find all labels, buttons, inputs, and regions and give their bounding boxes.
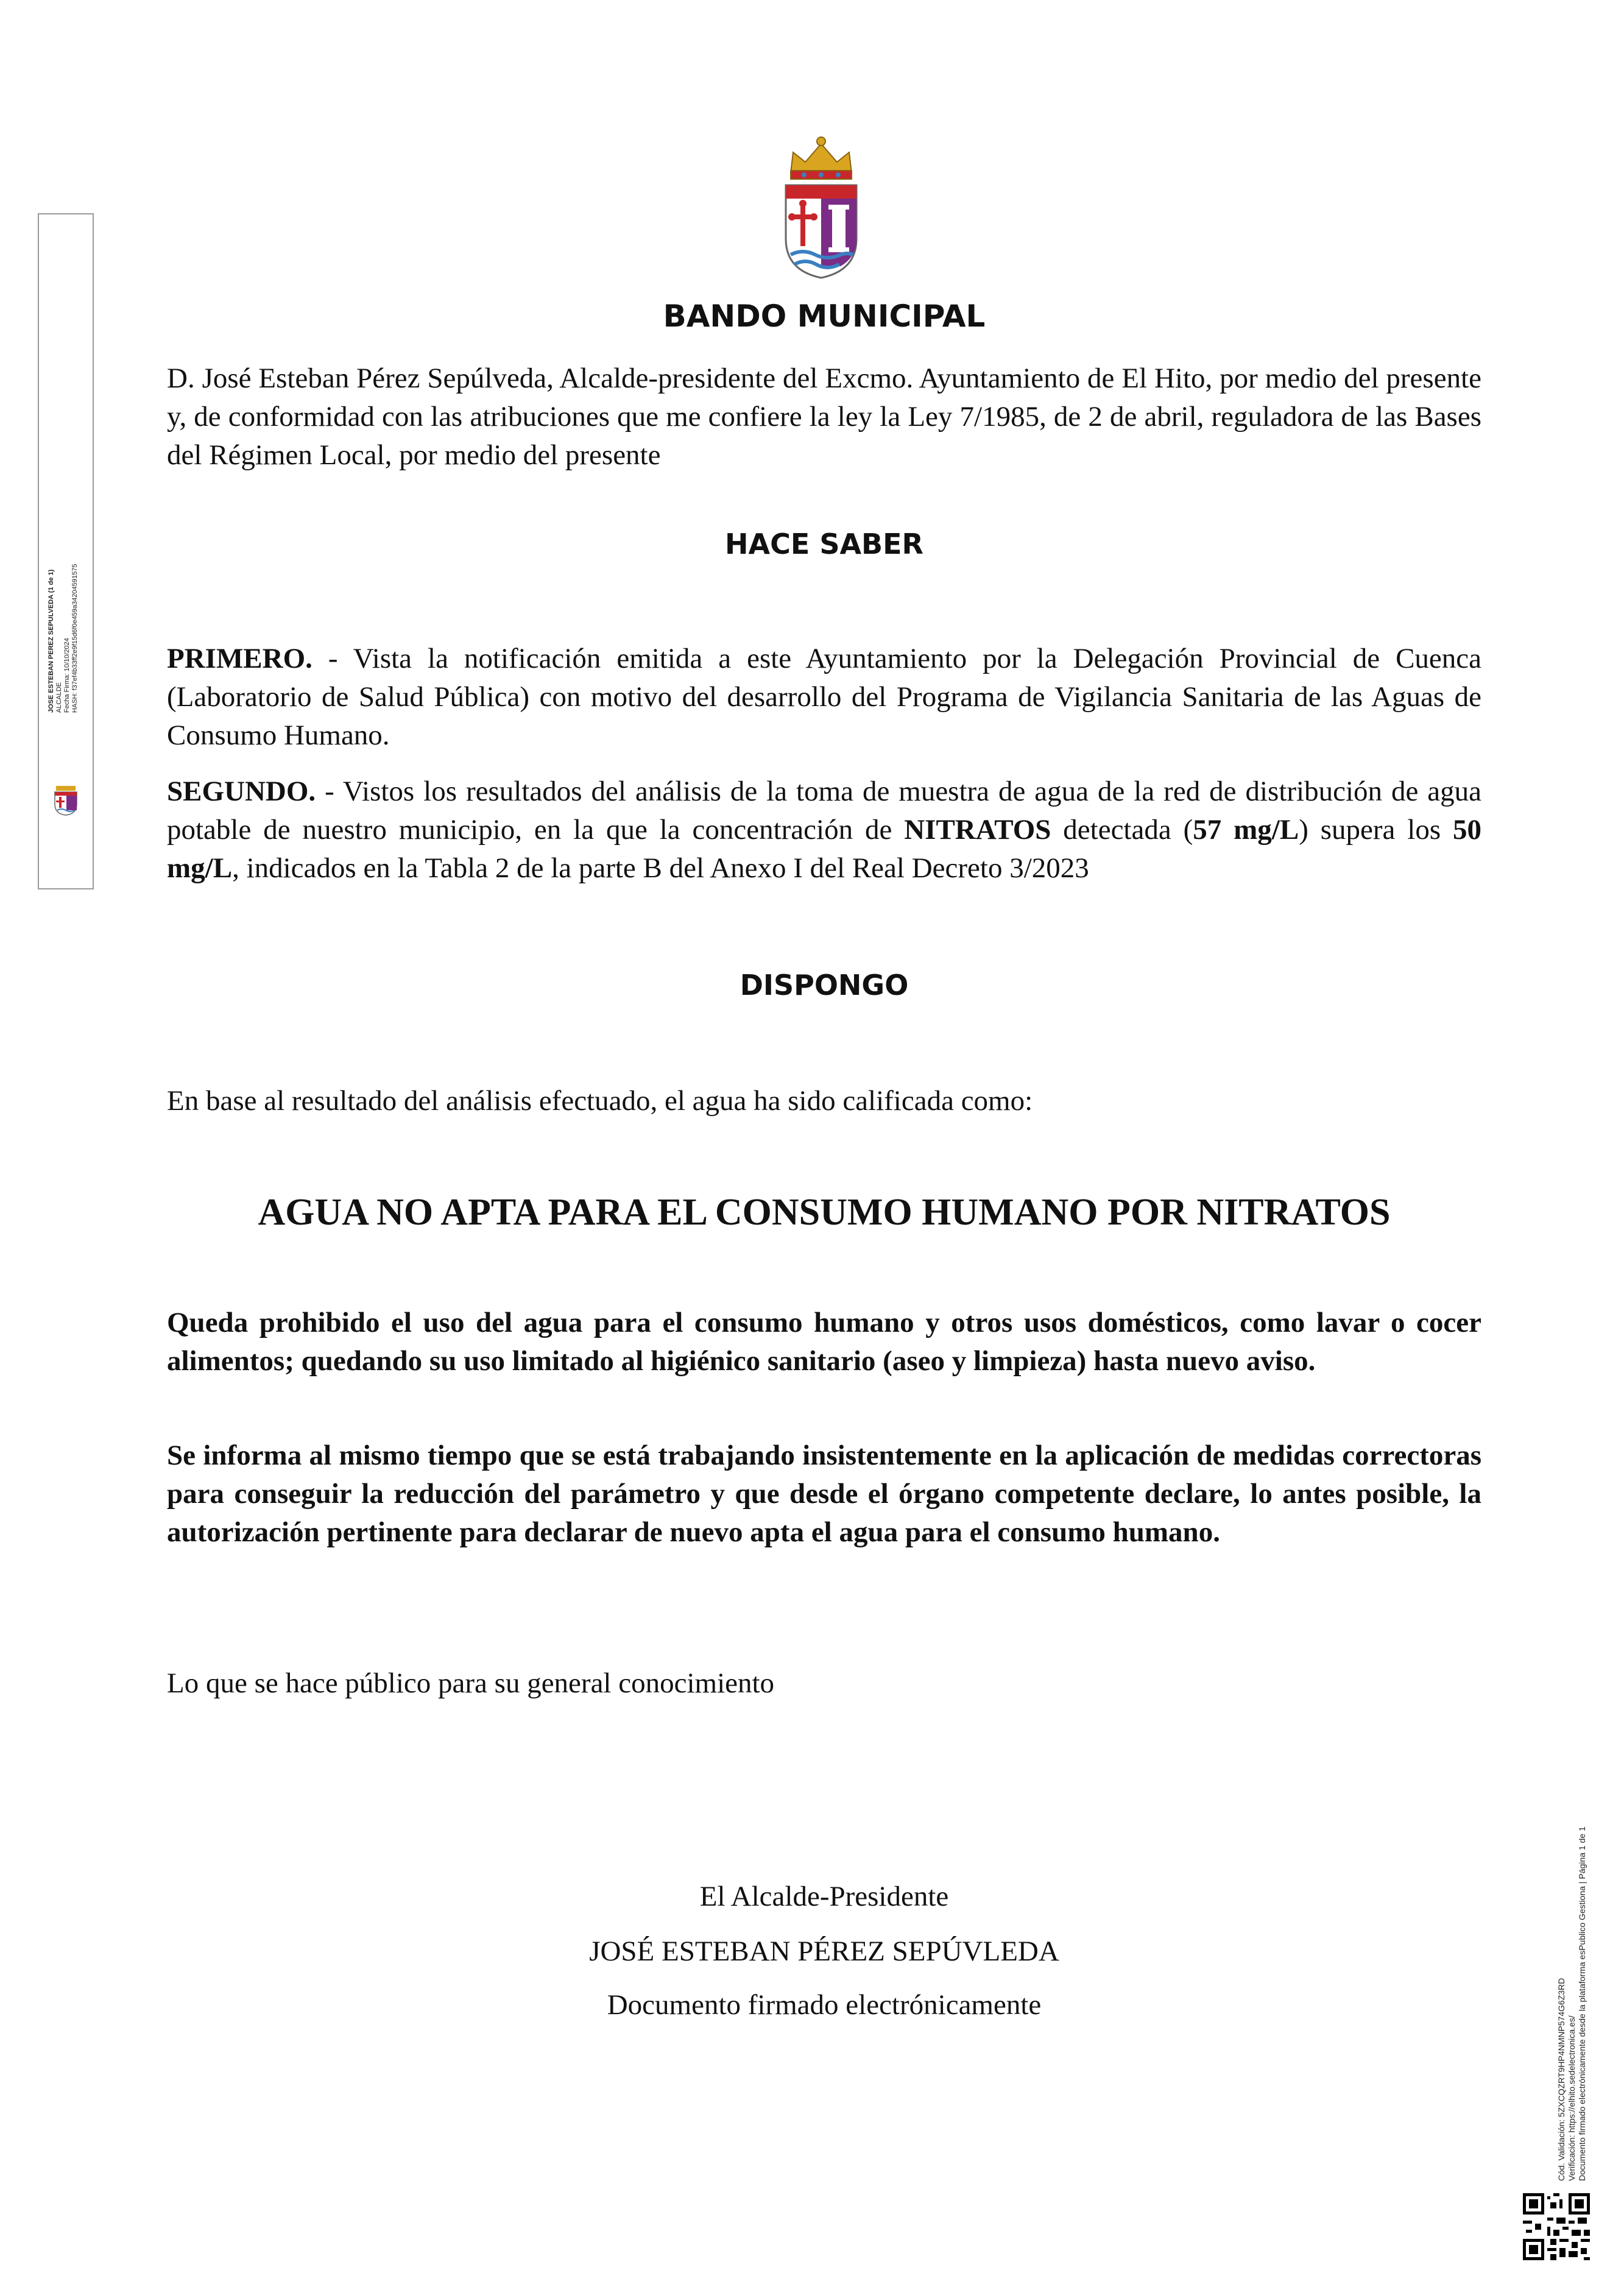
base-paragraph: En base al resultado del análisis efectuado, el agua ha sido calificada como: (167, 1085, 1033, 1117)
nitratos-label: NITRATOS (904, 814, 1051, 846)
signature-name: JOSÉ ESTEBAN PÉREZ SEPÚVLEDA (589, 1935, 1059, 1967)
segundo-text-3: ) supera los (1299, 814, 1453, 846)
dispongo-heading: DISPONGO (740, 969, 909, 1002)
prohibition-paragraph: Queda prohibido el uso del agua para el consumo humano y otros usos domésticos, como lavar o cocer alimentos; quedando su uso limitado al higiénico sanitario (aseo y limpieza) hasta nuevo aviso. (167, 1307, 1481, 1377)
municipal-crest-icon (780, 135, 863, 280)
qr-code-icon (1523, 2193, 1590, 2260)
closing-paragraph: Lo que se hace público para su general conocimiento (167, 1667, 775, 1699)
stamp-line-3: Fecha Firma: 10/10/2024 (63, 638, 71, 713)
stamp-line-2: ALCALDE (55, 682, 63, 713)
segundo-paragraph (167, 772, 1481, 888)
limit-value: 50 mg/L (167, 814, 1482, 884)
primero-text: - Vista la notificación emitida a este Ayuntamiento por la Delegación Provincial de Cuenca (Laboratorio de Salud Pública) con motivo del desarrollo del Programa de Vigilancia Sanitaria de las Aguas de Consumo Humano. (167, 643, 1481, 751)
document-title: BANDO MUNICIPAL (663, 299, 986, 334)
signature-note: Documento firmado electrónicamente (607, 1989, 1042, 2021)
validation-text (1556, 1694, 1587, 2181)
stamp-crest-icon (52, 783, 79, 816)
primero-label: PRIMERO. (167, 643, 312, 674)
segundo-label: SEGUNDO. (167, 776, 316, 807)
signature-role: El Alcalde-Presidente (699, 1881, 949, 1912)
validation-url[interactable]: Verificación: https://elhito.sedelectronica.es/ (1567, 2015, 1576, 2181)
stamp-line-1: JOSE ESTEBAN PEREZ SEPULVEDA (1 de 1) (48, 569, 55, 713)
headline: AGUA NO APTA PARA EL CONSUMO HUMANO POR NITRATOS (258, 1192, 1391, 1233)
info-paragraph: Se informa al mismo tiempo que se está trabajando insistentemente en la aplicación de medidas correctoras para conseguir la reducción del parámetro y que desde el órgano competente declare, lo antes posible, la autorización pertinente para declarar de nuevo apta el agua para el consumo humano. (167, 1440, 1481, 1548)
validation-platform: Documento firmado electrónicamente desde la plataforma esPublico Gestiona | Página 1 de 1 (1577, 1826, 1587, 2181)
primero-paragraph (167, 640, 1481, 755)
intro-paragraph: D. José Esteban Pérez Sepúlveda, Alcalde-presidente del Excmo. Ayuntamiento de El Hito, por medio del presente y, de conformidad con las atribuciones que me confiere la ley la Ley 7/1985, de 2 de abril, reguladora de las Bases del Régimen Local, por medio del presente (167, 362, 1481, 471)
segundo-text-1: - Vistos los resultados del análisis de la toma de muestra de agua de la red de distribución de agua potable de nuestro municipio, en la que la concentración de (167, 776, 1481, 846)
segundo-text-2: detectada ( (1051, 814, 1193, 846)
hace-saber-heading: HACE SABER (725, 528, 923, 560)
stamp-line-4: HASH: f37ef4b33ff2e9f15d6f0e459a34204591575 (71, 564, 79, 713)
validation-code: Cód. Validación: 5ZXCQZRT9HP4NMNP574G6Z3RD (1556, 1978, 1566, 2181)
detected-value: 57 mg/L (1193, 814, 1299, 846)
signature-stamp-text (48, 506, 79, 713)
segundo-text-4: , indicados en la Tabla 2 de la parte B del Anexo I del Real Decreto 3/2023 (232, 852, 1089, 884)
